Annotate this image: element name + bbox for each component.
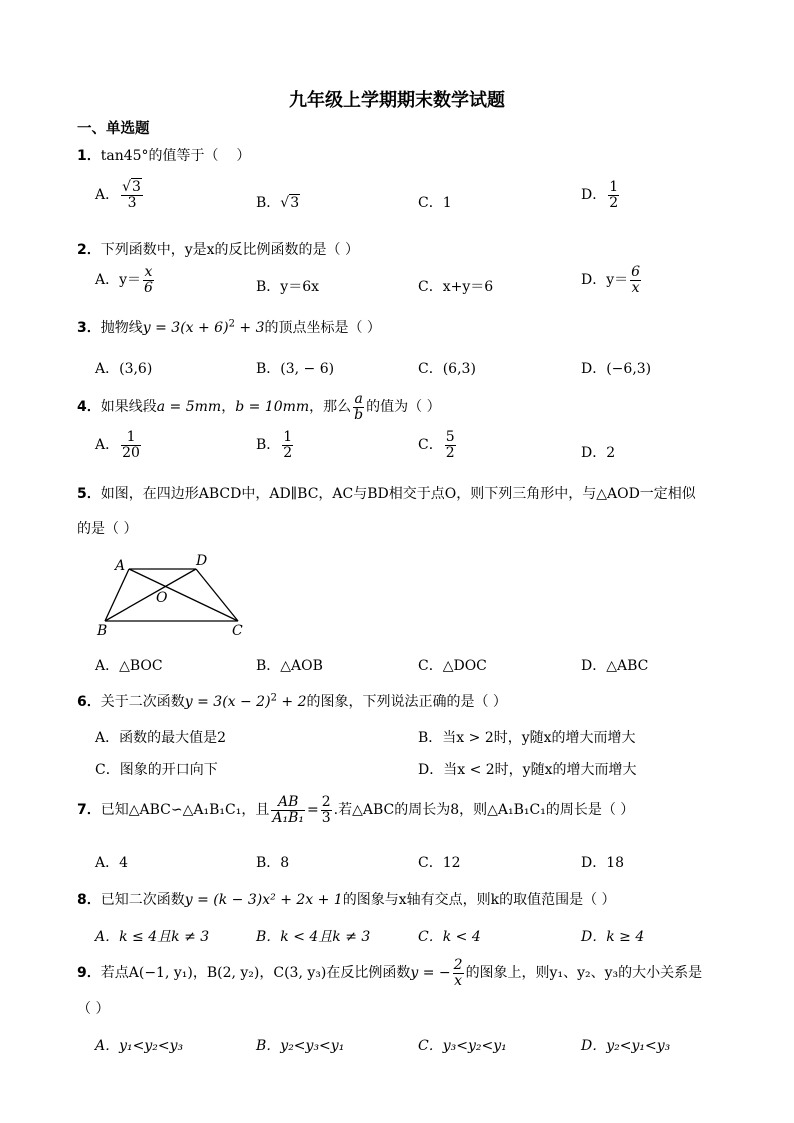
option-d[interactable]: D．k ≥ 4	[581, 929, 645, 945]
question-text: 如果线段	[100, 399, 157, 416]
label-b: B	[97, 623, 108, 639]
option-a[interactable]: A．(3,6)	[95, 361, 153, 377]
frac-denominator: 3	[127, 194, 137, 211]
question-number: 4．	[77, 399, 101, 416]
option-c[interactable]: C．12	[418, 855, 461, 871]
question-9	[77, 958, 702, 988]
label-o: O	[156, 590, 168, 606]
frac-numerator: 1	[283, 429, 293, 445]
question-text: 若点A(−1, y₁)，B(2, y₂)，C(3, y₃)在反比例函数	[100, 965, 411, 982]
option-label: C．	[418, 437, 443, 454]
option-a[interactable]: A． $\frac{√3}{3}$	[95, 179, 141, 211]
page-title: 九年级上学期期末数学试题	[289, 90, 505, 111]
frac-denominator: 20	[122, 444, 140, 461]
formula-tail: + 3	[234, 320, 265, 336]
option-label: A．	[95, 437, 120, 454]
question-number: 8．	[77, 892, 101, 908]
option-a[interactable]: A．函数的最大值是2	[95, 730, 227, 746]
formula: y = 3(x + 6)	[142, 320, 229, 336]
option-c[interactable]	[418, 430, 458, 460]
option-label: B．	[256, 437, 281, 454]
frac-numerator: a	[354, 391, 363, 407]
frac-denominator: b	[354, 406, 364, 423]
label-d: D	[196, 553, 208, 569]
option-a[interactable]	[95, 265, 156, 295]
frac-numerator: 2	[321, 794, 331, 810]
option-b[interactable]: B．△AOB	[256, 658, 323, 674]
question-number: 1．	[77, 148, 101, 164]
frac-numerator: AB	[271, 795, 305, 811]
formula: y = −	[410, 965, 451, 982]
option-c[interactable]: C．k < 4	[418, 929, 481, 945]
question-number: 5．	[77, 486, 101, 502]
label-c: C	[232, 623, 243, 639]
question-text: 抛物线	[100, 320, 143, 336]
question-text: 如图，在四边形ABCD中，AD∥BC，AC与BD相交于点O，则下列三角形中，与△AOD一定相似	[100, 486, 696, 502]
option-b[interactable]: B．当x > 2时，y随x的增大而增大	[418, 730, 636, 746]
question-8	[77, 889, 616, 909]
question-text-end: 的图象上，则y₁、y₂、y₃的大小关系是	[465, 965, 703, 982]
question-text: 关于二次函数	[100, 694, 185, 710]
question-number: 9．	[77, 965, 101, 982]
question-text: 下列函数中，y是x的反比例函数的是（ ）	[100, 242, 360, 258]
option-label: A．y＝	[95, 272, 142, 289]
equals-sign: =	[306, 802, 319, 819]
option-a[interactable]: A．4	[95, 855, 129, 871]
option-c[interactable]: C．1	[418, 195, 452, 211]
formula: y = (k − 3)x² + 2x + 1	[184, 892, 343, 908]
frac-denominator: 6	[144, 279, 153, 296]
question-number: 7．	[77, 802, 101, 819]
formula-tail: + 2	[276, 694, 307, 710]
question-2	[77, 239, 359, 259]
option-a[interactable]	[95, 430, 143, 460]
question-text: tan45°的值等于（	[100, 148, 219, 164]
option-c[interactable]: C．y₃<y₂<y₁	[418, 1038, 507, 1054]
frac-numerator: 1	[121, 430, 141, 446]
question-text-end: 的图象，下列说法正确的是（ ）	[306, 694, 507, 710]
frac-denominator: x	[454, 972, 463, 989]
frac-denominator: 3	[321, 809, 331, 826]
option-c[interactable]: C．△DOC	[418, 658, 487, 674]
option-d[interactable]: D．△ABC	[581, 658, 649, 674]
question-text-end: 的顶点坐标是（ ）	[264, 320, 381, 336]
option-label: B．	[256, 195, 281, 211]
question-5-line2: 的是（ ）	[77, 521, 138, 537]
question-text-end: 的值为（ ）	[366, 399, 441, 416]
question-4	[77, 392, 441, 422]
question-5	[77, 483, 696, 503]
question-9-line2: （ ）	[77, 1001, 110, 1017]
option-a[interactable]: A．k ≤ 4且k ≠ 3	[95, 929, 210, 945]
trapezoid-figure	[95, 553, 255, 643]
question-number: 3．	[77, 320, 101, 336]
separator: ，	[221, 399, 236, 416]
option-b[interactable]: B．y₂<y₃<y₁	[256, 1038, 345, 1054]
option-d[interactable]: D．18	[581, 855, 625, 871]
frac-denominator: x	[631, 279, 640, 296]
option-d[interactable]: D．(−6,3)	[581, 361, 652, 377]
option-b[interactable]: B．(3, − 6)	[256, 361, 335, 377]
option-label: A．	[95, 187, 120, 204]
option-d[interactable]: D．当x < 2时，y随x的增大而增大	[418, 762, 637, 778]
frac-numerator: x	[144, 264, 153, 280]
option-b[interactable]: B．k < 4且k ≠ 3	[256, 929, 371, 945]
option-b[interactable]: B．8	[256, 855, 290, 871]
question-text: 已知△ABC∽△A₁B₁C₁，且	[100, 802, 270, 819]
formula: b = 10mm	[235, 399, 310, 416]
option-label: D．	[581, 187, 607, 204]
option-c[interactable]: C．(6,3)	[418, 361, 476, 377]
option-b[interactable]: B．y＝6x	[256, 279, 319, 295]
option-d[interactable]: D．y₂<y₁<y₃	[581, 1038, 671, 1054]
option-b[interactable]: B．√3	[256, 195, 300, 211]
question-text-end: .若△ABC的周长为8，则△A₁B₁C₁的周长是（ ）	[333, 802, 635, 819]
option-c[interactable]: C．图象的开口向下	[95, 762, 218, 778]
section-heading: 一、单选题	[77, 121, 150, 137]
question-text-end: 的图象与x轴有交点，则k的取值范围是（ ）	[342, 892, 616, 908]
formula: y = 3(x − 2)	[184, 694, 271, 710]
frac-numerator: 2	[453, 957, 463, 973]
frac-denominator: 2	[609, 194, 619, 211]
option-c[interactable]: C．x+y＝6	[418, 279, 494, 295]
question-number: 6．	[77, 694, 101, 710]
question-text: ，那么	[309, 399, 352, 416]
option-d[interactable]	[581, 265, 643, 295]
option-d[interactable]: D．2	[581, 445, 616, 461]
question-3: 3．抛物线$y = 3(x + 6)^2 + 3$的顶点坐标是（ ）	[77, 318, 381, 336]
question-6: 6．关于二次函数$y = 3(x - 2)^2 + 2$的图象，下列说法正确的是（ ）	[77, 692, 507, 710]
question-number: 2．	[77, 242, 101, 258]
frac-numerator: 6	[631, 264, 641, 280]
frac-numerator: 1	[609, 179, 619, 195]
frac-denominator: A₁B₁	[272, 809, 304, 826]
option-d[interactable]	[581, 180, 621, 210]
frac-numerator: 3	[132, 179, 141, 195]
question-text: 已知二次函数	[100, 892, 185, 908]
option-a[interactable]: A．△BOC	[95, 658, 163, 674]
formula: a = 5mm	[156, 399, 222, 416]
option-b[interactable]	[256, 430, 295, 460]
question-text-end: ）	[236, 148, 251, 164]
sqrt-value: 3	[290, 195, 300, 211]
frac-numerator: 5	[445, 429, 455, 445]
frac-denominator: 2	[445, 444, 455, 461]
frac-denominator: 2	[283, 444, 293, 461]
option-a[interactable]: A．y₁<y₂<y₃	[95, 1038, 184, 1054]
question-1	[77, 145, 250, 165]
option-label: D．y＝	[581, 272, 629, 289]
label-a: A	[115, 558, 126, 574]
question-7	[77, 795, 634, 825]
